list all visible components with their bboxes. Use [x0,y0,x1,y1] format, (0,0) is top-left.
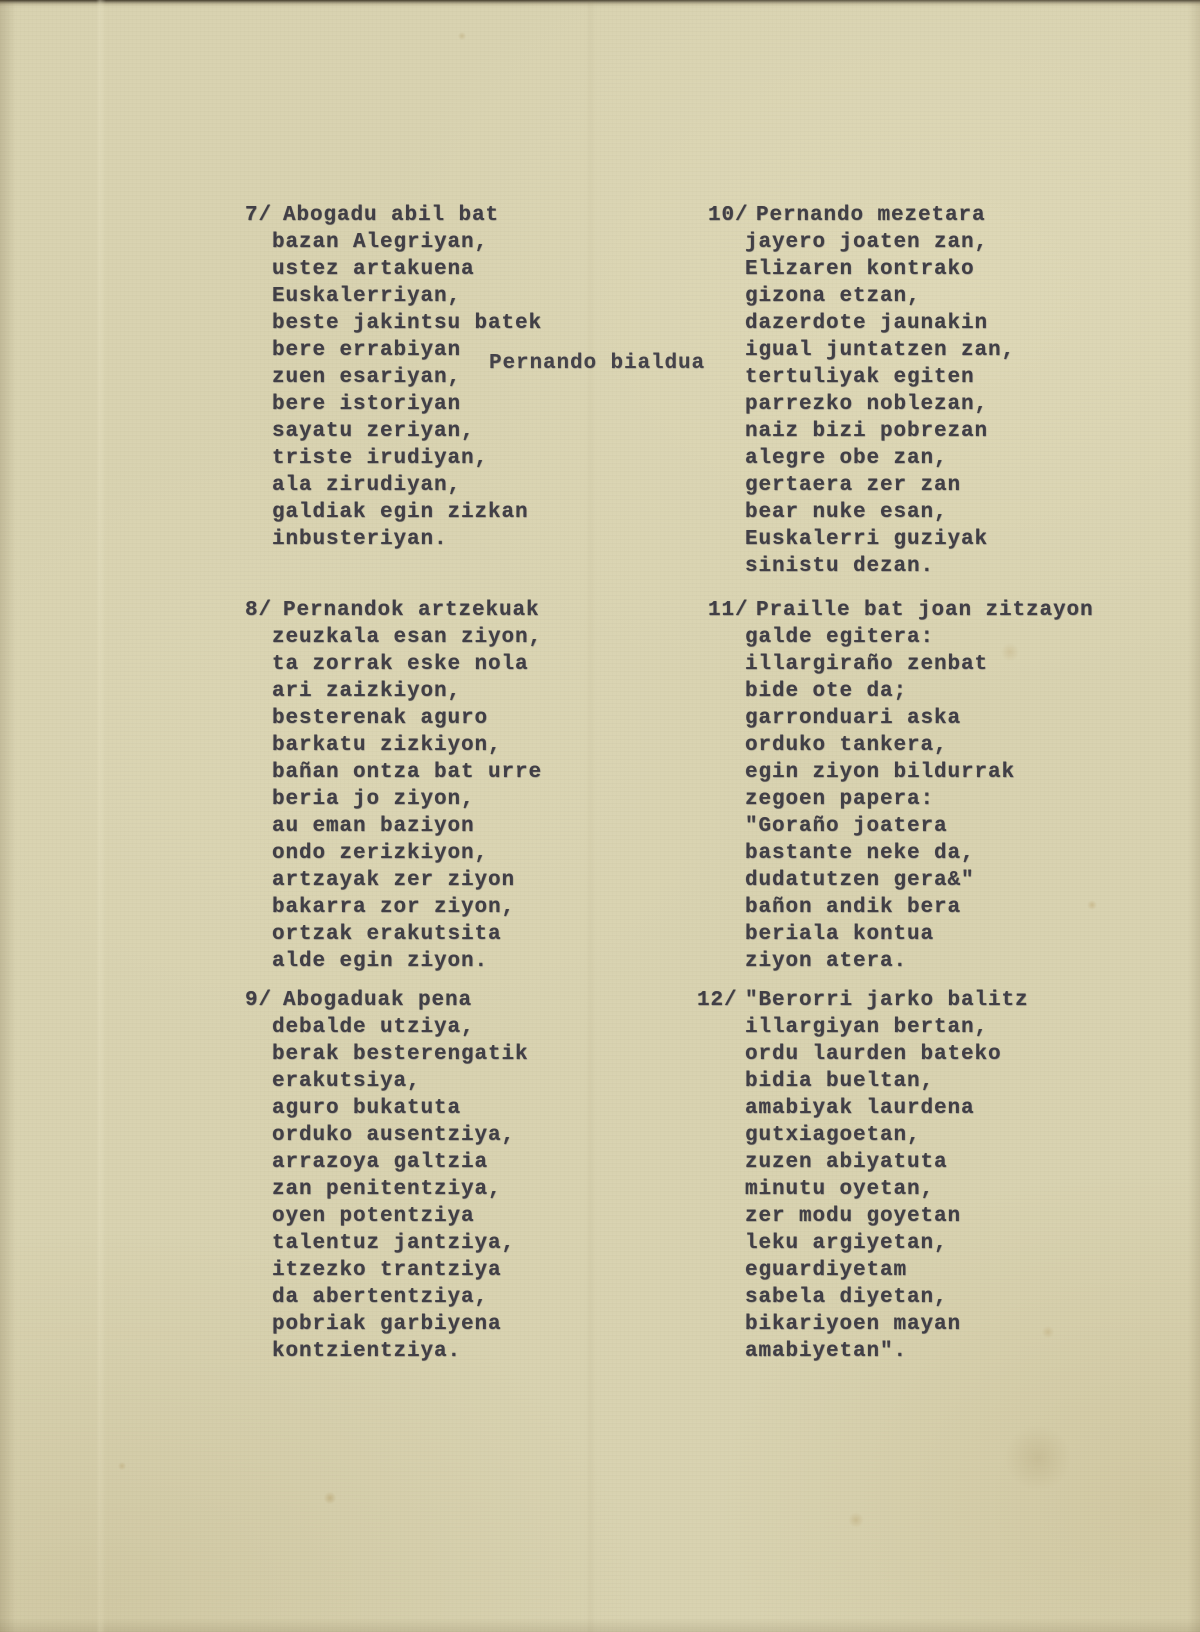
verse-line: gutxiagoetan, [745,1124,921,1147]
verse-line: leku argiyetan, [745,1232,948,1255]
verse-line: dazerdote jaunakin [745,312,989,335]
verse-line: orduko ausentziya, [272,1124,516,1147]
verse-line: itzezko trantziya [272,1259,502,1282]
verse-line: amabiyak laurdena [745,1097,975,1120]
verse-line: galdiak egin zizkan [272,501,529,524]
verse-line-text: Praille bat joan zitzayon [756,599,1094,622]
verse-line-text: Pernandok artzekuak [283,599,540,622]
verse-line: berak besterengatik [272,1043,529,1066]
verse-line [245,202,542,229]
verse-line: ordu laurden bateko [745,1043,1002,1066]
verse-line: zegoen papera: [745,788,935,811]
verse-line: eguardiyetam [745,1259,908,1282]
verse-line: orduko tankera, [745,734,948,757]
verse-line: talentuz jantziya, [272,1232,516,1255]
verse-line: inbusteriyan. [272,528,448,551]
stanza-number: 10/ [708,204,749,227]
stanza-10 [708,202,1016,580]
verse-line: bear nuke esan, [745,501,948,524]
verse-line: bere errabiyan [272,339,462,362]
verse-line: tertuliyak egiten [745,366,975,389]
stanza-9 [245,987,529,1365]
verse-line: parrezko noblezan, [745,393,989,416]
verse-line: gizona etzan, [745,285,921,308]
verse-line: igual juntatzen zan, [745,339,1016,362]
stanza-11 [708,597,1094,975]
stanza-8 [245,597,543,975]
verse-line: ziyon atera. [745,950,908,973]
verse-line: Elizaren kontrako [745,258,975,281]
verse-line: Euskalerriyan, [272,285,462,308]
verse-line: zuen esariyan, [272,366,462,389]
verse-line: ta zorrak eske nola [272,653,529,676]
verse-line: ortzak erakutsita [272,923,502,946]
verse-line: bakarra zor ziyon, [272,896,516,919]
verse-line: jayero joaten zan, [745,231,989,254]
verse-line [245,597,542,624]
verse-line: minutu oyetan, [745,1178,935,1201]
verse-line: bide ote da; [745,680,908,703]
verse-line: gertaera zer zan [745,474,962,497]
verse-line: dudatutzen gera&" [745,869,975,892]
verse-line: alde egin ziyon. [272,950,489,973]
verse-line: zeuzkala esan ziyon, [272,626,543,649]
stanza-number: 8/ [245,599,273,622]
verse-line: "Goraño joatera [745,815,948,838]
stanza-7 [245,202,543,553]
verse-line: kontzientziya. [272,1340,462,1363]
verse-line-text: "Berorri jarko balitz [745,989,1029,1012]
verse-line: zuzen abiyatuta [745,1151,948,1174]
verse-line: ondo zerizkiyon, [272,842,489,865]
verse-line-text: Abogaduak pena [283,989,473,1012]
stanza-number: 11/ [708,599,749,622]
verse-line: ala zirudiyan, [272,474,462,497]
verse-line: illargiyan bertan, [745,1016,989,1039]
verse-line [245,987,529,1014]
verse-line: bidia bueltan, [745,1070,935,1093]
verse-line: debalde utziya, [272,1016,475,1039]
stanza-number: 12/ [697,989,738,1012]
verse-line: bastante neke da, [745,842,975,865]
verse-line: illargiraño zenbat [745,653,989,676]
verse-line: alegre obe zan, [745,447,948,470]
verse-line: beria jo ziyon, [272,788,475,811]
verse-line: egin ziyon bildurrak [745,761,1016,784]
verse-line: ustez artakuena [272,258,475,281]
stanza-12 [697,987,1029,1365]
verse-line-text: Pernando mezetara [756,204,986,227]
verse-line: arrazoya galtzia [272,1151,489,1174]
verse-line: erakutsiya, [272,1070,421,1093]
verse-line: Euskalerri guziyak [745,528,989,551]
verse-line: da abertentziya, [272,1286,489,1309]
verse-line: ari zaizkiyon, [272,680,462,703]
verse-line: bazan Alegriyan, [272,231,489,254]
verse-line [697,987,1029,1014]
verse-line: barkatu zizkiyon, [272,734,502,757]
verse-line: artzayak zer ziyon [272,869,516,892]
verse-line: beste jakintsu batek [272,312,543,335]
verse-line: bikariyoen mayan [745,1313,962,1336]
verse-line: bañan ontza bat urre [272,761,543,784]
verse-line: bañon andik bera [745,896,962,919]
verse-line: aguro bukatuta [272,1097,462,1120]
stanza-number: 9/ [245,989,273,1012]
verse-line: zan penitentziya, [272,1178,502,1201]
verse-line-text: Abogadu abil bat [283,204,500,227]
verse-line: triste irudiyan, [272,447,489,470]
verse-line [708,597,1094,624]
verse-line: bere istoriyan [272,393,462,416]
verse-line: sinistu dezan. [745,555,935,578]
verse-line: amabiyetan". [745,1340,908,1363]
verse-line: besterenak aguro [272,707,489,730]
verse-line: sabela diyetan, [745,1286,948,1309]
verse-line: galde egitera: [745,626,935,649]
stanza-number: 7/ [245,204,273,227]
verse-line: oyen potentziya [272,1205,475,1228]
insertion-note: Pernando bialdua [489,352,706,375]
verse-line: pobriak garbiyena [272,1313,502,1336]
verse-line: sayatu zeriyan, [272,420,475,443]
verse-line [708,202,1015,229]
verse-line: naiz bizi pobrezan [745,420,989,443]
verse-line: au eman baziyon [272,815,475,838]
verse-line: zer modu goyetan [745,1205,962,1228]
verse-line: beriala kontua [745,923,935,946]
verse-line: garronduari aska [745,707,962,730]
